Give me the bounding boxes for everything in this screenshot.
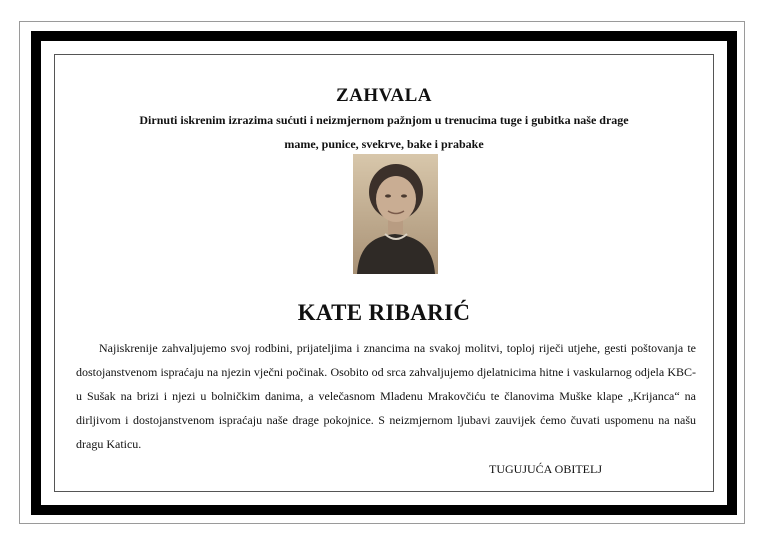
notice-title: ZAHVALA — [335, 85, 433, 106]
body-text: Najiskrenije zahvaljujemo svoj rodbini, prijateljima i znancima na svakoj molitvi, toploj riječi utjehe, gesti poštovanja te dostojanstvenom ispraćaju na njezin vječni počinak. Osobito od srca zahvaljujemo djelatnicima hitne i vaskularnog odjela KBC-u Sušak na brizi i njezi u bolničkim danima, a velečasnom Mladenu Mrakovčiću te članovima Muške klape „Krijanca“ na dirljivom i dostojanstvenom ispraćaju naše drage pokojnice. S neizmjernom ljubavi zauvijek ćemo čuvati uspomenu na našu dragu Katicu. — [76, 341, 696, 451]
signature: TUGUJUĆA OBITELJ — [489, 462, 602, 476]
intro-line-2: mame, punice, svekrve, bake i prabake — [284, 137, 484, 151]
portrait-image — [353, 154, 438, 274]
intro-line-1: Dirnuti iskrenim izrazima sućuti i neizmjernom pažnjom u trenucima tuge i gubitka naše drage — [139, 113, 629, 127]
mourning-frame — [31, 31, 737, 515]
portrait-photo — [353, 154, 438, 274]
deceased-name: KATE RIBARIĆ — [297, 300, 471, 325]
inner-border — [54, 54, 714, 492]
notice-body — [76, 336, 696, 456]
